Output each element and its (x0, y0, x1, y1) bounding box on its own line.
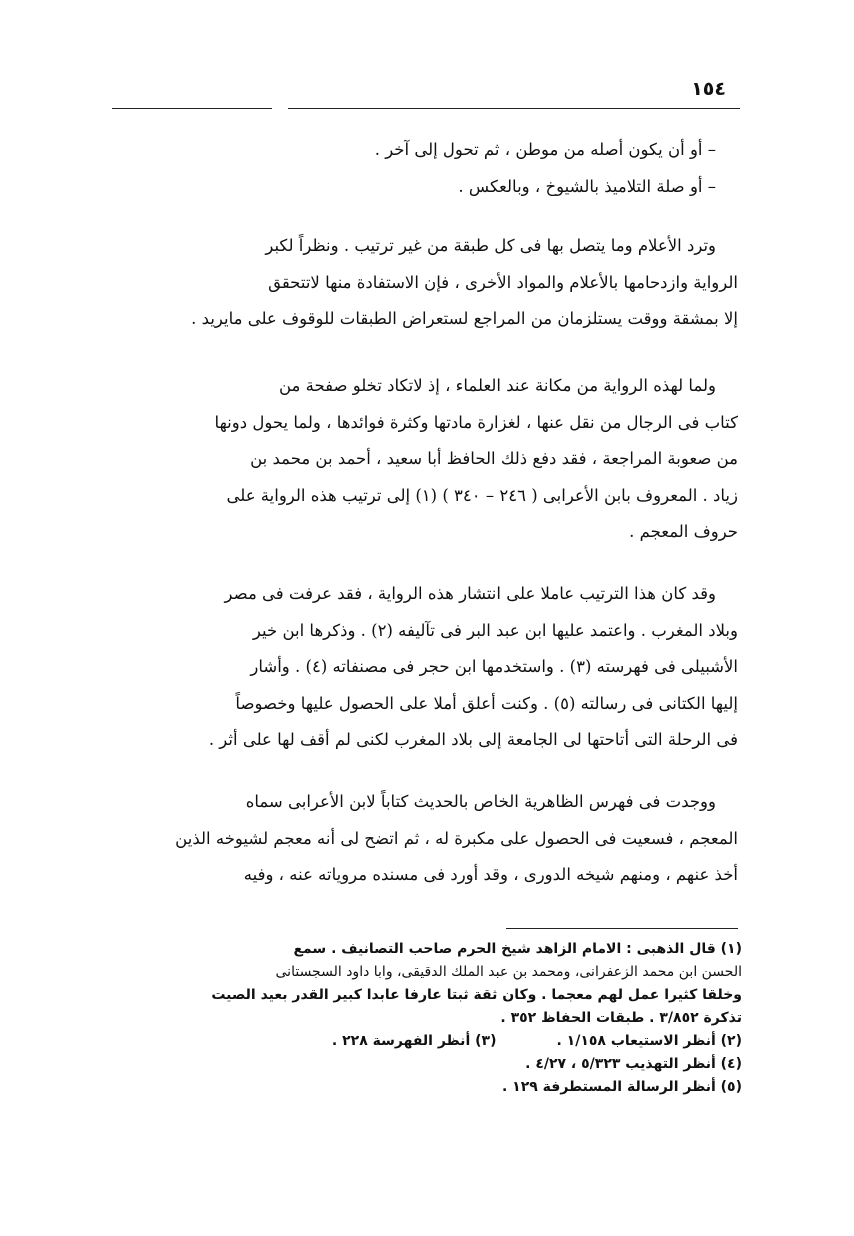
footnote-5: (٥) أنظر الرسالة المستطرفة ١٢٩ . (501, 1079, 742, 1095)
footnote-4: (٤) أنظر التهذيب ٥/٣٢٣ ، ٤/٢٧ . (525, 1056, 742, 1072)
paragraph-line: ولما لهذه الرواية من مكانة عند العلماء ، إذ لاتكاد تخلو صفحة من (278, 376, 716, 395)
paragraph-line: الأشبيلى فى فهرسته (٣) . واستخدمها ابن حجر فى مصنفاته (٤) . وأشار (250, 657, 738, 676)
paragraph-line: من صعوبة المراجعة ، فقد دفع ذلك الحافظ أبا سعيد ، أحمد بن محمد بن (250, 449, 738, 468)
footnote-3: (٣) أنظر الفهرسة ٢٢٨ . (331, 1033, 497, 1049)
paragraph-line: إليها الكتانى فى رسالته (٥) . وكنت أعلق أملا على الحصول عليها وخصوصاً (235, 693, 738, 713)
paragraph-line: وقد كان هذا الترتيب عاملا على انتشار هذه الرواية ، فقد عرفت فى مصر (224, 584, 716, 603)
page-number: ١٥٤ (691, 78, 726, 100)
header-rule-right (288, 108, 740, 109)
bullet-item: – أو أن يكون أصله من موطن ، ثم تحول إلى آخر . (374, 140, 716, 159)
footnote-1-line: وخلقا كثيرا عمل لهم معجما . وكان ثقة ثبتا عارفا عابدا كبير القدر بعيد الصيت (211, 987, 742, 1003)
paragraph-line: حروف المعجم . (629, 522, 738, 541)
paragraph-line: وترد الأعلام وما يتصل بها فى كل طبقة من غير ترتيب . ونظراً لكبر (265, 236, 716, 255)
paragraph-line: إلا بمشقة ووقت يستلزمان من المراجع لستعراض الطبقات للوقوف على مايريد . (191, 309, 738, 328)
footnote-row (118, 1030, 742, 1053)
paragraph-3 (120, 576, 738, 759)
footnote-1-line: (١) قال الذهبى : الامام الزاهد شيخ الحرم صاحب التصانيف . سمع (293, 941, 742, 957)
paragraph-line: فى الرحلة التى أتاحتها لى الجامعة إلى بلاد المغرب لكنى لم أقف لها على أثر . (208, 730, 738, 749)
footnote-separator (506, 928, 738, 929)
paragraph-4 (120, 784, 738, 894)
footnote-1-line: الحسن ابن محمد الزعفرانى، ومحمد بن عبد الملك الدقيقى، وابا داود السجستانى (275, 964, 742, 980)
paragraph-2 (120, 368, 738, 551)
paragraph-1 (120, 228, 738, 338)
bullet-item: – أو صلة التلاميذ بالشيوخ ، وبالعكس . (458, 176, 716, 196)
bullet-list (120, 132, 738, 205)
paragraph-line: ووجدت فى فهرس الظاهرية الخاص بالحديث كتاباً لابن الأعرابى سماه (245, 792, 716, 811)
paragraph-line: كتاب فى الرجال من نقل عنها ، لغزارة مادتها وكثرة فوائدها ، ولما يحول دونها (214, 412, 738, 432)
paragraph-line: أخذ عنهم ، ومنهم شيخه الدورى ، وقد أورد فى مسنده مروياته عنه ، وفيه (243, 865, 738, 884)
paragraph-line: الرواية وازدحامها بالأعلام والمواد الأخرى ، فإن الاستفادة منها لاتتحقق (268, 272, 738, 292)
header-rule-left (112, 108, 272, 109)
paragraph-line: وبلاد المغرب . واعتمد عليها ابن عبد البر فى تآليفه (٢) . وذكرها ابن خير (252, 620, 738, 640)
footnotes (118, 938, 742, 1099)
paragraph-line: المعجم ، فسعيت فى الحصول على مكبرة له ، ثم اتضح لى أنه معجم لشيوخه الذين (175, 828, 738, 848)
paragraph-line: زياد . المعروف بابن الأعرابى ( ٢٤٦ – ٣٤٠ ) (١) إلى ترتيب هذه الرواية على (226, 485, 738, 505)
footnote-2: (٢) أنظر الاستيعاب ١/١٥٨ . (556, 1033, 742, 1049)
footnote-1-line: تذكرة ٣/٨٥٢ . طبقات الحفاظ ٣٥٢ . (500, 1010, 742, 1026)
